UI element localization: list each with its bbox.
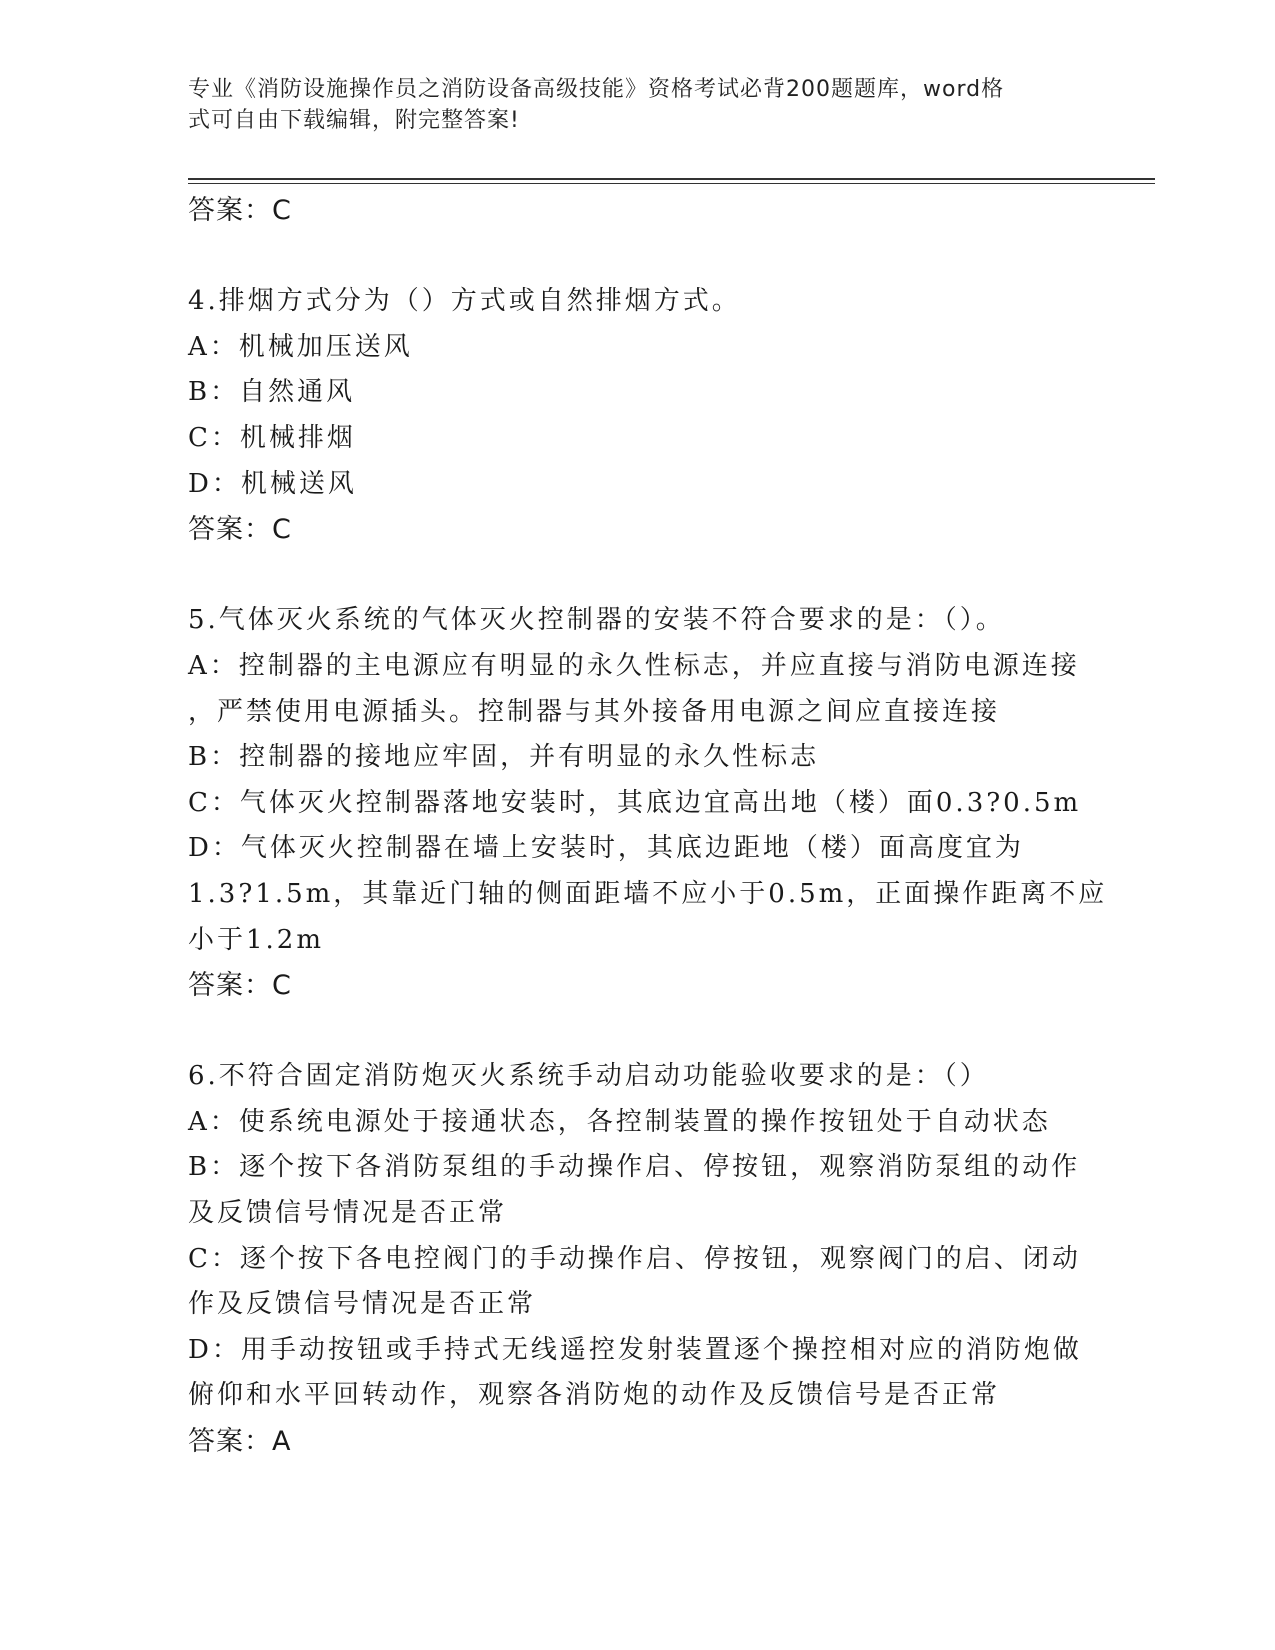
option-b: B：自然通风 — [188, 377, 356, 408]
header-divider-thick — [188, 178, 1155, 180]
option-d: D：机械送风 — [188, 468, 357, 499]
question-4 — [188, 279, 1088, 553]
question-content — [188, 188, 1108, 1465]
option-a: A：机械加压送风 — [188, 331, 413, 362]
question-5 — [188, 598, 1108, 1008]
spacer — [188, 1009, 1088, 1055]
question-stem: 4.排烟方式分为（）方式或自然排烟方式。 — [188, 286, 741, 317]
option-c: C：逐个按下各电控阀门的手动操作启、停按钮，观察阀门的启、闭动 — [188, 1243, 1081, 1274]
option-b: B：控制器的接地应牢固，并有明显的永久性标志 — [188, 742, 820, 773]
option-d: D：气体灭火控制器在墙上安装时，其底边距地（楼）面高度宜为 — [188, 833, 1024, 864]
header-line-1: 专业《消防设施操作员之消防设备高级技能》资格考试必背200题题库，word格 — [188, 77, 1005, 102]
option-c: C：气体灭火控制器落地安装时，其底边宜高出地（楼）面0.3?0.5m — [188, 787, 1082, 818]
spacer — [188, 553, 1088, 599]
answer-label: 答案：C — [188, 514, 292, 546]
document-header — [188, 74, 1068, 136]
answer-label: 答案：C — [188, 970, 292, 1002]
option-b-continued: 及反馈信号情况是否正常 — [188, 1198, 508, 1229]
option-c: C：机械排烟 — [188, 422, 356, 453]
option-d-continued: 小于1.2m — [188, 924, 325, 955]
answer-label: 答案：A — [188, 1426, 292, 1458]
option-c-continued: 作及反馈信号情况是否正常 — [188, 1289, 537, 1320]
question-6 — [188, 1054, 1088, 1464]
answer-label: 答案：C — [188, 195, 292, 226]
option-d-continued: 俯仰和水平回转动作，观察各消防炮的动作及反馈信号是否正常 — [188, 1380, 1001, 1411]
spacer — [188, 234, 1088, 280]
question-stem: 6.不符合固定消防炮灭火系统手动启动功能验收要求的是：（） — [188, 1061, 989, 1092]
option-b: B：逐个按下各消防泵组的手动操作启、停按钮，观察消防泵组的动作 — [188, 1152, 1081, 1183]
question-stem: 5.气体灭火系统的气体灭火控制器的安装不符合要求的是：（）。 — [188, 605, 1005, 636]
header-line-2: 式可自由下载编辑，附完整答案! — [188, 108, 520, 133]
option-a-continued: ，严禁使用电源插头。控制器与其外接备用电源之间应直接连接 — [188, 696, 1001, 727]
option-a: A：使系统电源处于接通状态，各控制装置的操作按钮处于自动状态 — [188, 1106, 1051, 1137]
option-a: A：控制器的主电源应有明显的永久性标志，并应直接与消防电源连接 — [188, 650, 1080, 681]
option-d: D：用手动按钮或手持式无线遥控发射装置逐个操控相对应的消防炮做 — [188, 1334, 1082, 1365]
header-divider-thin — [188, 183, 1155, 184]
option-d-continued: 1.3?1.5m，其靠近门轴的侧面距墙不应小于0.5m，正面操作距离不应 — [188, 878, 1108, 909]
